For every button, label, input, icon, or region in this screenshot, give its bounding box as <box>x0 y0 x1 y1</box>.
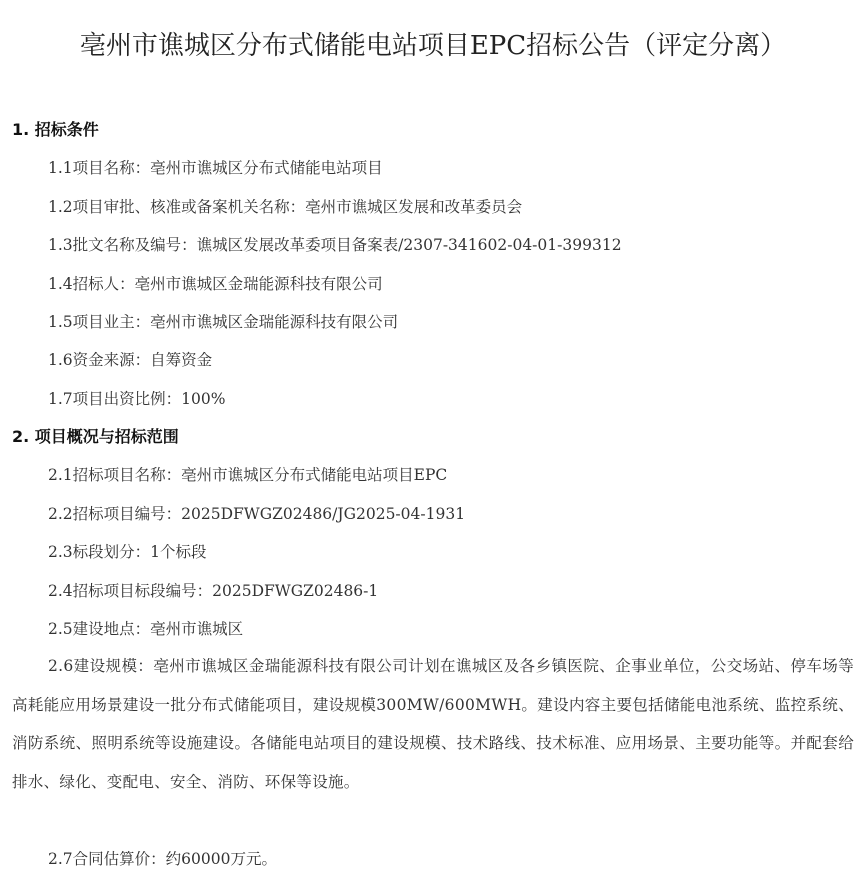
list-item: 1.1项目名称：亳州市谯城区分布式储能电站项目 <box>48 159 383 177</box>
list-item: 2.5建设地点：亳州市谯城区 <box>48 620 244 638</box>
list-item: 2.3标段划分：1个标段 <box>48 543 207 561</box>
list-item: 2.1招标项目名称：亳州市谯城区分布式储能电站项目EPC <box>48 466 448 484</box>
list-item: 2.2招标项目编号：2025DFWGZ02486/JG2025-04-1931 <box>48 505 466 523</box>
list-item: 1.4招标人：亳州市谯城区金瑞能源科技有限公司 <box>48 275 383 293</box>
list-item: 1.3批文名称及编号：谯城区发展改革委项目备案表/2307-341602-04-01-399312 <box>48 236 622 254</box>
section-heading-bidding-conditions: 1. 招标条件 <box>12 120 99 139</box>
list-item: 1.7项目出资比例：100% <box>48 390 226 408</box>
section-heading-project-overview: 2. 项目概况与招标范围 <box>12 427 179 446</box>
contract-price-item: 2.7合同估算价：约60000万元。 <box>48 850 277 868</box>
list-item: 2.4招标项目标段编号：2025DFWGZ02486-1 <box>48 582 379 600</box>
document-title: 亳州市谯城区分布式储能电站项目EPC招标公告（评定分离） <box>79 31 787 61</box>
list-item: 1.5项目业主：亳州市谯城区金瑞能源科技有限公司 <box>48 313 399 331</box>
list-item: 1.2项目审批、核准或备案机关名称：亳州市谯城区发展和改革委员会 <box>48 198 523 216</box>
construction-scale-paragraph: 2.6建设规模：亳州市谯城区金瑞能源科技有限公司计划在谯城区及各乡镇医院、企事业单位，公交场站、停车场等高耗能应用场景建设一批分布式储能项目，建设规模300MW/600MWH。建设内容主要包括储能电池系统、监控系统、消防系统、照明系统等设施建设。各储能电站项目的建设规模、技术路线、技术标准、应用场景、主要功能等。并配套给排水、绿化、变配电、安全、消防、环保等设施。 <box>12 657 854 791</box>
list-item: 1.6资金来源：自筹资金 <box>48 351 213 369</box>
